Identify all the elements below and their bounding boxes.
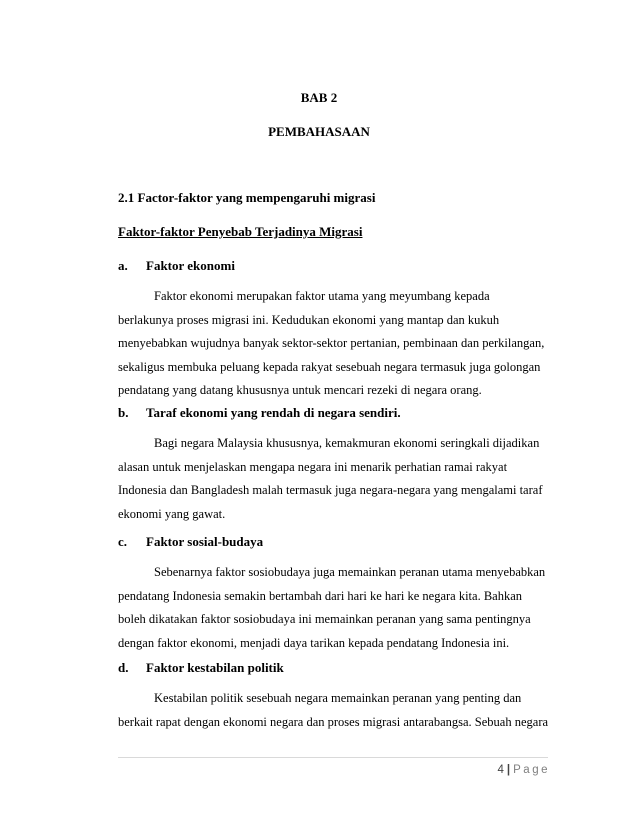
item-marker: a.	[118, 258, 128, 273]
footer-separator: |	[506, 764, 511, 776]
item-paragraph-d	[118, 687, 548, 734]
item-heading-b	[118, 405, 401, 421]
paragraph-line: ekonomi yang gawat.	[118, 506, 226, 521]
page-footer	[498, 764, 550, 776]
paragraph-line: pendatang yang datang khususnya untuk mencari rezeki di negara orang.	[118, 383, 482, 397]
page-label: Page	[513, 764, 550, 776]
item-marker: c.	[118, 534, 128, 549]
footer-divider	[118, 757, 548, 758]
paragraph-line: alasan untuk menjelaskan mengapa negara ini menarik perhatian ramai rakyat	[118, 459, 508, 474]
paragraph-line: Faktor ekonomi merupakan faktor utama yang meyumbang kepada	[154, 289, 490, 303]
item-marker: b.	[118, 405, 129, 420]
paragraph-line: berlakunya proses migrasi ini. Kedudukan ekonomi yang mantap dan kukuh	[118, 312, 500, 327]
item-heading-a	[118, 258, 235, 274]
item-marker: d.	[118, 660, 129, 675]
page-number: 4	[497, 764, 504, 776]
item-paragraph-c	[118, 561, 548, 655]
section-subheading: Faktor-faktor Penyebab Terjadinya Migrasi	[118, 224, 363, 239]
item-paragraph-a	[118, 285, 548, 403]
section-heading: 2.1 Factor-faktor yang mempengaruhi migrasi	[118, 190, 376, 205]
paragraph-line: Sebenarnya faktor sosiobudaya juga memainkan peranan utama menyebabkan	[154, 565, 546, 579]
item-paragraph-b	[118, 432, 548, 526]
paragraph-line: berkait rapat dengan ekonomi negara dan proses migrasi antarabangsa. Sebuah negara	[118, 714, 549, 729]
item-title: Taraf ekonomi yang rendah di negara sendiri.	[146, 405, 401, 420]
paragraph-line: dengan faktor ekonomi, menjadi daya tarikan kepada pendatang Indonesia ini.	[118, 635, 510, 650]
paragraph-line: boleh dikatakan faktor sosiobudaya ini memainkan peranan yang sama pentingnya	[118, 612, 531, 626]
item-title: Faktor kestabilan politik	[146, 660, 284, 675]
paragraph-line: menyebabkan wujudnya banyak sektor-sektor pertanian, pembinaan dan perkilangan,	[118, 336, 545, 350]
item-title: Faktor sosial-budaya	[146, 534, 264, 549]
paragraph-line: sekaligus membuka peluang kepada rakyat sesebuah negara termasuk juga golongan	[118, 359, 541, 374]
item-heading-c	[118, 534, 263, 550]
paragraph-line: Bagi negara Malaysia khususnya, kemakmuran ekonomi seringkali dijadikan	[154, 436, 540, 450]
item-title: Faktor ekonomi	[146, 258, 235, 273]
paragraph-line: pendatang Indonesia semakin bertambah dari hari ke hari ke negara kita. Bahkan	[118, 588, 523, 603]
item-heading-d	[118, 660, 284, 676]
chapter-title: PEMBAHASAAN	[268, 124, 370, 139]
paragraph-line: Indonesia dan Bangladesh malah termasuk juga negara-negara yang mengalami taraf	[118, 483, 543, 497]
chapter-number: BAB 2	[300, 90, 338, 105]
paragraph-line: Kestabilan politik sesebuah negara memainkan peranan yang penting dan	[154, 691, 522, 705]
